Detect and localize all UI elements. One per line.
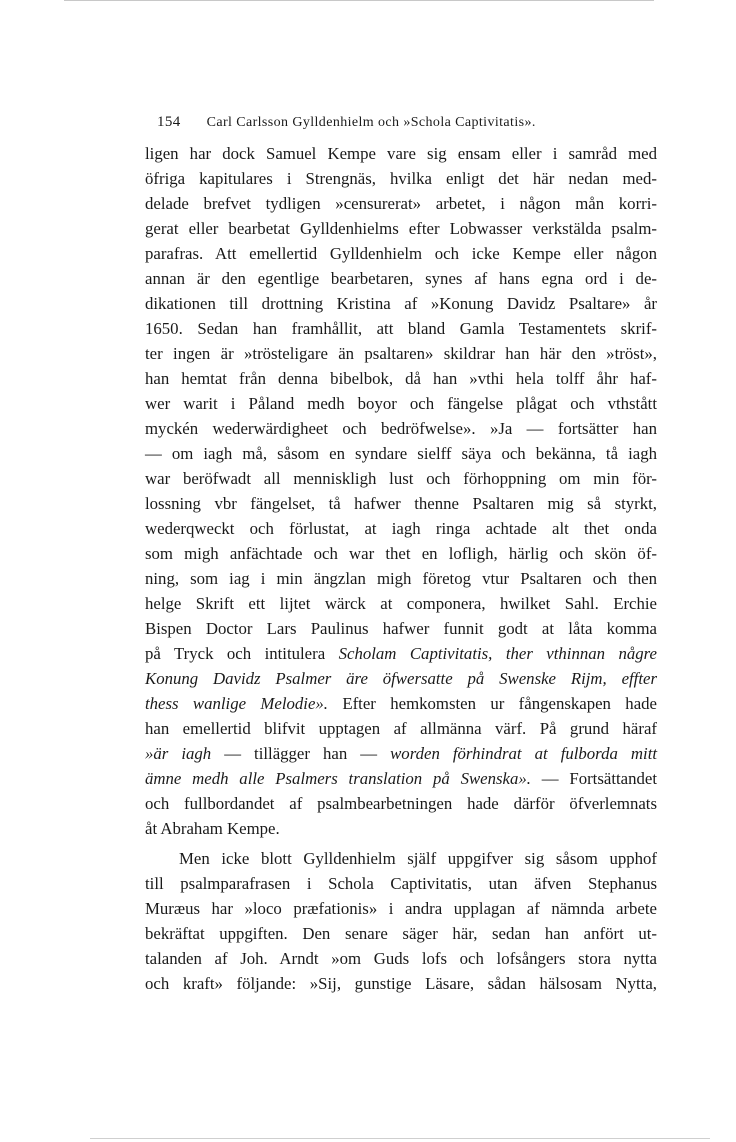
text-line: och kraft» följande: »Sij, gunstige Läsare, sådan hälsosam Nytta, — [145, 974, 657, 993]
text-line-italic — [145, 666, 657, 691]
italic-run: Konung Davidz Psalmer äre öfwersatte på Swenske Rijm, effter — [145, 669, 657, 688]
text-line-mixed — [145, 766, 657, 791]
text-line-mixed — [145, 641, 657, 666]
bottom-scan-edge — [90, 1138, 710, 1139]
top-scan-edge — [64, 0, 654, 1]
text-line: Bispen Doctor Lars Paulinus hafwer funnit godt at låta komma — [145, 619, 657, 638]
text-line: wer warit i Påland medh boyor och fängelse plågat och vthstått — [145, 394, 657, 413]
text-line: parafras. Att emellertid Gylldenhielm och icke Kempe eller någon — [145, 244, 657, 263]
text-line: åt Abraham Kempe. — [145, 819, 280, 838]
running-header — [157, 114, 536, 131]
text-line: helge Skrift ett lijtet wärck at componera, hwilket Sahl. Erchie — [145, 594, 657, 613]
text-line: talanden af Joh. Arndt »om Guds lofs och lofsångers stora nytta — [145, 949, 657, 968]
text-line: dikationen till drottning Kristina af »Konung Davidz Psaltare» år — [145, 294, 657, 313]
text-line: han emellertid blifvit upptagen af allmänna värf. På grund häraf — [145, 719, 657, 738]
text-line: till psalmparafrasen i Schola Captivitatis, utan äfven Stephanus — [145, 874, 657, 893]
text-run: — tillägger han — — [224, 744, 378, 763]
text-line: Men icke blott Gylldenhielm själf uppgifver sig såsom upphof — [179, 849, 657, 868]
italic-run: thess wanlige Melodie». — [145, 694, 328, 713]
italic-run: worden förhindrat at fulborda mitt — [390, 744, 658, 763]
text-line: och fullbordandet af psalmbearbetningen hade därför öfverlemnats — [145, 794, 657, 813]
running-title: Carl Carlsson Gylldenhielm och »Schola Captivitatis». — [206, 115, 536, 130]
text-line: — om iagh må, såsom en syndare sielff säya och bekänna, tå iagh — [145, 444, 657, 463]
italic-run: Scholam Captivitatis, ther vthinnan någre — [338, 644, 657, 663]
text-line: Muræus har »loco præfationis» i andra upplagan af nämnda arbete — [145, 899, 657, 918]
text-line: bekräftat uppgiften. Den senare säger här, sedan han anfört ut- — [145, 924, 657, 943]
body-text — [145, 141, 657, 996]
text-run: — Fortsättandet — [541, 769, 657, 788]
text-line: ning, som iag i min ängzlan migh företog vtur Psaltaren och then — [145, 569, 657, 588]
text-line: öfriga kapitulares i Strengnäs, hvilka enligt det här nedan med- — [145, 169, 657, 188]
text-line: 1650. Sedan han framhållit, att bland Gamla Testamentets skrif- — [145, 319, 657, 338]
page-number: 154 — [157, 114, 181, 130]
text-line: wederqweckt och förlustat, at iagh ringa achtade alt thet onda — [145, 519, 657, 538]
text-line: gerat eller bearbetat Gylldenhielms efter Lobwasser verkstälda psalm- — [145, 219, 657, 238]
text-line: han hemtat från denna bibelbok, då han »vthi hela tolff åhr haf- — [145, 369, 657, 388]
italic-run: »är iagh — [145, 744, 212, 763]
text-line: annan är den egentlige bearbetaren, synes af hans egna ord i de- — [145, 269, 657, 288]
text-line: ter ingen är »trösteligare än psaltaren» skildrar han här den »tröst», — [145, 344, 657, 363]
text-line: som migh anfächtade och war thet en lofligh, härlig och skön öf- — [145, 544, 657, 563]
text-line-mixed — [145, 741, 657, 766]
italic-run: ämne medh alle Psalmers translation på Swenska». — [145, 769, 531, 788]
text-line: war beröfwadt all menniskligh lust och förhoppning om min för- — [145, 469, 657, 488]
text-line: myckén wederwärdigheet och bedröfwelse». »Ja — fortsätter han — [145, 419, 657, 438]
text-line: ligen har dock Samuel Kempe vare sig ensam eller i samråd med — [145, 144, 657, 163]
text-run: på Tryck och intitulera — [145, 644, 326, 663]
text-line: lossning vbr fängelset, tå hafwer thenne Psaltaren mig så styrkt, — [145, 494, 657, 513]
text-run: Efter hemkomsten ur fångenskapen hade — [342, 694, 657, 713]
text-line: delade brefvet tydligen »censurerat» arbetet, i någon mån korri- — [145, 194, 657, 213]
text-line-mixed — [145, 691, 657, 716]
